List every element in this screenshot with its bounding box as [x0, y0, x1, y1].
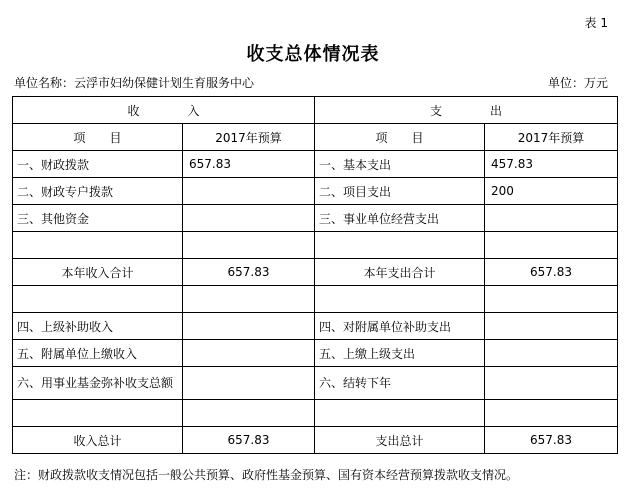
expense-item: 一、基本支出	[315, 151, 485, 178]
expense-subtotal-label: 本年支出合计	[315, 259, 485, 286]
expense-value	[485, 286, 618, 313]
income-value	[183, 400, 315, 427]
income-subtotal-label: 本年收入合计	[13, 259, 183, 286]
income-subtotal-value: 657.83	[183, 259, 315, 286]
income-item: 一、财政拨款	[13, 151, 183, 178]
income-item: 六、用事业基金弥补收支总额	[13, 367, 183, 400]
unit-name: 单位名称：云浮市妇幼保健计划生育服务中心	[14, 76, 255, 90]
income-total-label: 收入总计	[13, 427, 183, 454]
expense-total-value: 657.83	[485, 427, 618, 454]
page-title: 收支总体情况表	[246, 44, 380, 65]
expense-value	[485, 205, 618, 232]
expense-item	[315, 400, 485, 427]
table-row	[13, 205, 618, 232]
table-row	[13, 400, 618, 427]
income-item	[13, 232, 183, 259]
expense-header: 支 出	[315, 97, 618, 124]
income-value	[183, 205, 315, 232]
table-row	[13, 151, 618, 178]
unit-row	[14, 74, 608, 91]
expense-value	[485, 313, 618, 340]
income-item: 二、财政专户拨款	[13, 178, 183, 205]
table-row	[13, 232, 618, 259]
income-value	[183, 340, 315, 367]
income-value	[183, 286, 315, 313]
expense-total-label: 支出总计	[315, 427, 485, 454]
header-row-columns	[13, 124, 618, 151]
income-value	[183, 178, 315, 205]
expense-item	[315, 232, 485, 259]
expense-budget-header: 2017年预算	[485, 124, 618, 151]
table-row	[13, 340, 618, 367]
money-unit: 单位：万元	[547, 76, 608, 90]
income-value	[183, 367, 315, 400]
expense-value	[485, 367, 618, 400]
table-row	[13, 367, 618, 400]
income-item	[13, 400, 183, 427]
expense-item	[315, 286, 485, 313]
expense-item: 六、结转下年	[315, 367, 485, 400]
income-budget-header: 2017年预算	[183, 124, 315, 151]
expense-item-header: 项 目	[315, 124, 485, 151]
expense-value: 200	[485, 178, 618, 205]
table-number: 表 1	[584, 16, 608, 30]
expense-value	[485, 232, 618, 259]
income-value: 657.83	[183, 151, 315, 178]
income-item	[13, 286, 183, 313]
expense-item: 五、上缴上级支出	[315, 340, 485, 367]
table-row	[13, 427, 618, 454]
table-row	[13, 313, 618, 340]
income-total-value: 657.83	[183, 427, 315, 454]
table-row	[13, 178, 618, 205]
expense-value	[485, 340, 618, 367]
footnote: 注：财政拨款收支情况包括一般公共预算、政府性基金预算、国有资本经营预算拨款收支情况。	[14, 468, 519, 482]
header-row-sections	[13, 97, 618, 124]
income-value	[183, 232, 315, 259]
budget-table	[12, 96, 618, 454]
expense-item: 二、项目支出	[315, 178, 485, 205]
income-item: 五、附属单位上缴收入	[13, 340, 183, 367]
income-header: 收 入	[13, 97, 315, 124]
table-row	[13, 286, 618, 313]
expense-item: 三、事业单位经营支出	[315, 205, 485, 232]
table-row	[13, 259, 618, 286]
expense-value	[485, 400, 618, 427]
income-value	[183, 313, 315, 340]
expense-value: 457.83	[485, 151, 618, 178]
expense-item: 四、对附属单位补助支出	[315, 313, 485, 340]
expense-subtotal-value: 657.83	[485, 259, 618, 286]
income-item-header: 项 目	[13, 124, 183, 151]
income-item: 三、其他资金	[13, 205, 183, 232]
income-item: 四、上级补助收入	[13, 313, 183, 340]
